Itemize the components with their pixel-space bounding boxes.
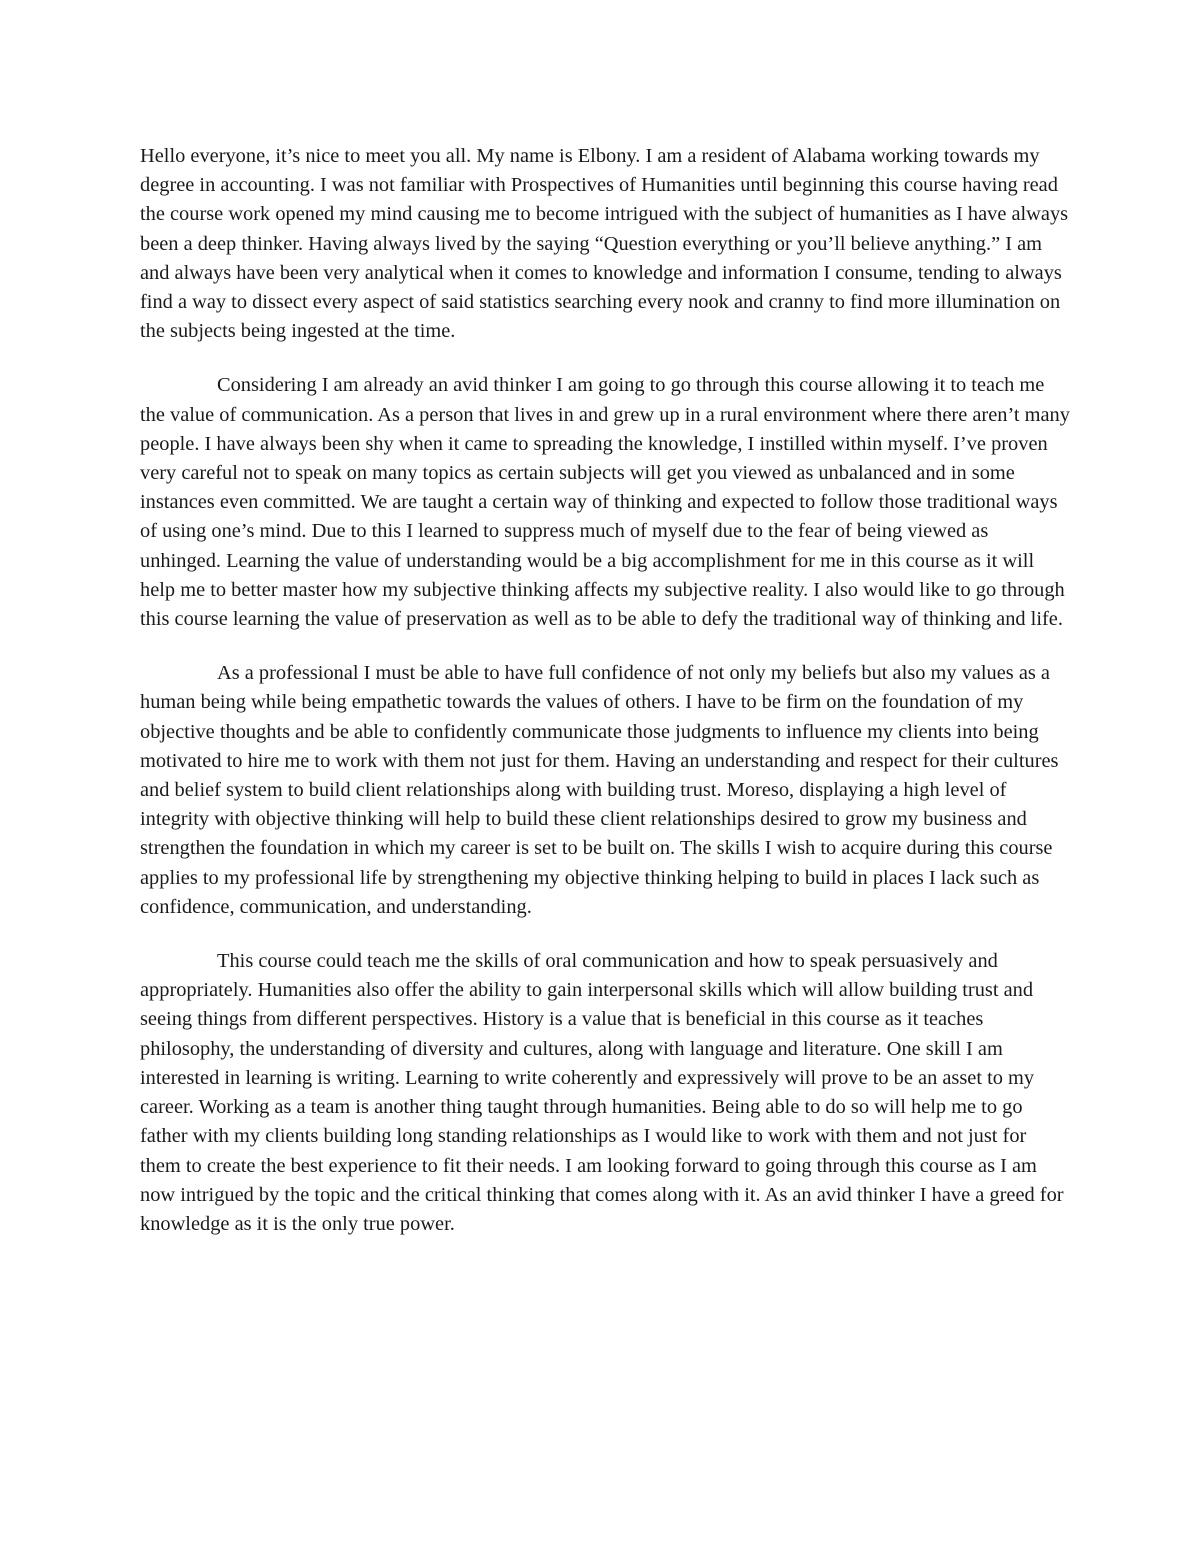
paragraph-introduction: Hello everyone, it’s nice to meet you all. My name is Elbony. I am a resident of Alabama working towards my degree in accounting. I was not familiar with Prospectives of Humanities until beginning this course having read the course work opened my mind causing me to become intrigued with the subject of humanities as I have always been a deep thinker. Having always lived by the saying “Question everything or you’ll believe anything.” I am and always have been very analytical when it comes to knowledge and information I consume, tending to always find a way to dissect every aspect of said statistics searching every nook and cranny to find more illumination on the subjects being ingested at the time.: [140, 145, 1069, 343]
document-body: [140, 142, 1070, 1264]
paragraph-skills: This course could teach me the skills of oral communication and how to speak persuasively and appropriately. Humanities also offer the ability to gain interpersonal skills which will allow building trust and seeing things from different perspectives. History is a value that is beneficial in this course as it teaches philosophy, the understanding of diversity and cultures, along with language and literature. One skill I am interested in learning is writing. Learning to write coherently and expressively will prove to be an asset to my career. Working as a team is another thing taught through humanities. Being able to do so will help me to go father with my clients building long standing relationships as I would like to work with them and not just for them to create the best experience to fit their needs. I am looking forward to going through this course as I am now intrigued by the topic and the critical thinking that comes along with it. As an avid thinker I have a greed for knowledge as it is the only true power.: [140, 950, 1064, 1235]
paragraph-professional: As a professional I must be able to have full confidence of not only my beliefs but also my values as a human being while being empathetic towards the values of others. I have to be firm on the foundation of my objective thoughts and be able to confidently communicate those judgments to influence my clients into being motivated to hire me to work with them not just for them. Having an understanding and respect for their cultures and belief system to build client relationships along with building trust. Moreso, displaying a high level of integrity with objective thinking will help to build these client relationships desired to grow my business and strengthen the foundation in which my career is set to be built on. The skills I wish to acquire during this course applies to my professional life by strengthening my objective thinking helping to build in places I lack such as confidence, communication, and understanding.: [140, 662, 1059, 918]
paragraph-communication: Considering I am already an avid thinker I am going to go through this course allowing it to teach me the value of communication. As a person that lives in and grew up in a rural environment where there aren’t many people. I have always been shy when it came to spreading the knowledge, I instilled within myself. I’ve proven very careful not to speak on many topics as certain subjects will get you viewed as unbalanced and in some instances even committed. We are taught a certain way of thinking and expected to follow those traditional ways of using one’s mind. Due to this I learned to suppress much of myself due to the fear of being viewed as unhinged. Learning the value of understanding would be a big accomplishment for me in this course as it will help me to better master how my subjective thinking affects my subjective reality. I also would like to go through this course learning the value of preservation as well as to be able to defy the traditional way of thinking and life.: [140, 374, 1070, 631]
